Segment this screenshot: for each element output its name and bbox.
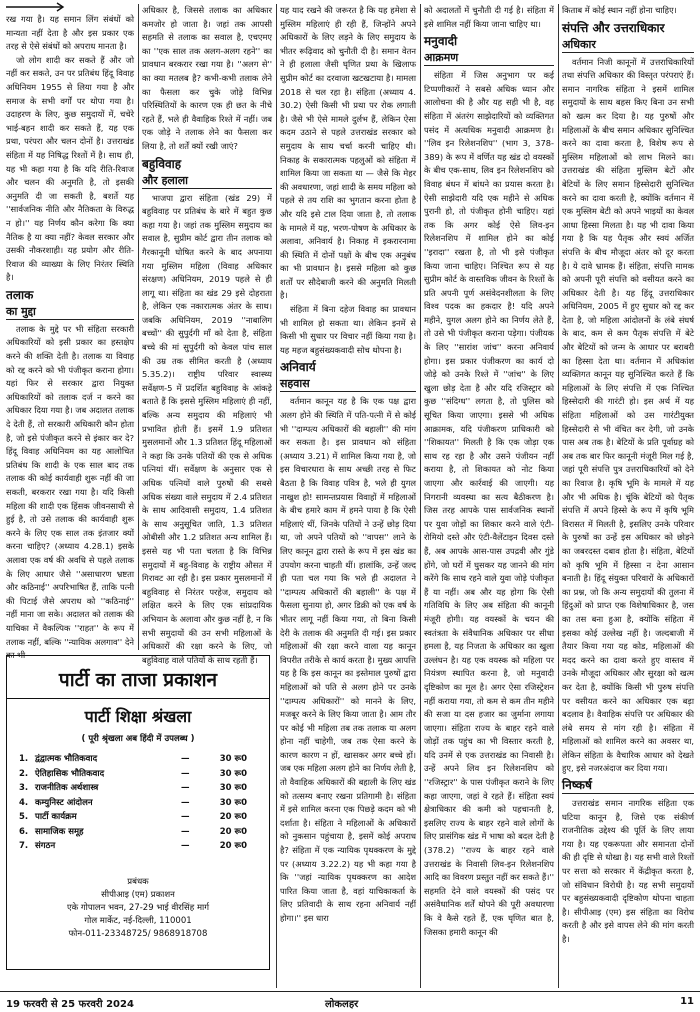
section-heading-property: संपत्ति और उत्तराधिकार	[562, 20, 665, 35]
section-subheading: और हलाला	[142, 173, 272, 189]
column-1	[6, 13, 134, 661]
paragraph: जो लोग शादी कर सकते हैं और जो नहीं कर सकते, उन पर प्रतिबंध हिंदू विवाह अधिनियम 1955 से लिया गया है और समाज के सभी वर्गों पर थोपा गया है। उदाहरण के लिए, कुछ समुदायों में, चचेरे भाई-बहन शादी कर सकते हैं, यह एक प्रथा, परंपरा और चलन दोनों है। उत्तराखंड संहिता में यह निषिद्ध रिश्तों में है। साथ ही, यह भी कहा गया है कि यदि रीति-रिवाज और चलन की अनुमति है, तो इसकी अनुमति दी जा सकती है, बशर्ते यह ''सार्वजनिक नीति और नैतिकता के विरुद्ध न हो।'' यह निर्णय कौन करेगा कि क्या नैतिक है या क्या नहीं? केवल सरकार और उसकी नौकरशाही। यह प्रयोग और रीति-रिवाज की व्याख्या के लिए निरंतर स्थिति है।	[6, 54, 134, 283]
paragraph: यह याद रखने की जरूरत है कि यह हमेशा से मुस्लिम महिलाएं ही रही हैं, जिन्होंने अपने अधिकारों के लिए लड़ने के लिए समुदाय के भीतर रूढ़िवाद को चुनौती दी है। समान वेतन ने ही हलाला जैसी घृणित प्रथा के खिलाफ सुप्रीम कोर्ट का दरवाजा खटखटाया है। मामला 2018 से चल रहा है। संहिता (अध्याय 4. 30.2) ऐसी किसी भी प्रथा पर रोक लगाती है। जैसे भी ऐसे मामले दुर्लभ हैं, लेकिन ऐसा कदम उठाने से पहले उत्तराखंड सरकार को समुदाय के साथ चर्चा करनी चाहिए थी। निकाह के सकारात्मक पहलुओं को संहिता में शामिल किया जा सकता था — जैसे कि मेहर की अवधारणा, जहां शादी के समय महिला को पहले से तय राशि का भुगतान करना होता है और यदि इसे टाल दिया जाता है, तो तलाक के मामले में यह, भरण-पोषण के अधिकार के अलावा, अनिवार्य है। निकाह में इकरारनामा की स्थिति में दोनों पक्षों के बीच एक अनुबंध का भी प्रावधान है। इससे महिला को कुछ शर्तों पर सौदेबाजी करने की अनुमति मिलती है।	[280, 5, 416, 301]
ad-subtitle: ( पूरी श्रृंखला अब हिंदी में उपलब्ध )	[81, 734, 195, 744]
ad-publisher-label: प्रबंधक	[127, 876, 149, 887]
section-subheading: अधिकार	[562, 37, 694, 53]
book-item: 1. द्वंद्वात्मक भौतिकवाद — 30 रू0	[19, 754, 247, 764]
section-heading-polygamy: बहुविवाह	[142, 156, 182, 171]
book-item: 7. संगठन — 20 रू0	[19, 841, 247, 851]
ad-title: पार्टी का ताजा प्रकाशन	[58, 669, 218, 691]
footer-date: 19 फरवरी से 25 फरवरी 2024	[6, 999, 134, 1010]
arrow-icon	[6, 2, 68, 12]
section-subheading: आक्रमण	[424, 50, 554, 66]
paragraph: किताब में कोई स्थान नहीं होना चाहिए।	[562, 5, 677, 15]
column-4	[424, 4, 554, 988]
paragraph: भाजपा द्वारा संहिता (खंड 29) में बहुविवाह पर प्रतिबंध के बारे में बहुत कुछ कहा गया है। जहां तक मुस्लिम समुदाय का सवाल है, सुप्रीम कोर्ट द्वारा तीन तलाक को गैरकानूनी घोषित करने के बाद अपनाया गया मुस्लिम महिला (विवाह अधिकार संरक्षण) अधिनियम, 2019 पहले से ही लागू था। संहिता का खंड 29 इसे दोहराता है, लेकिन एक नकारात्मक अंतर के साथ। जबकि अधिनियम, 2019 ''नाबालिग बच्चों'' की सुपुर्दगी माँ को देता है, संहिता बच्चे की मां सुपुर्दगी को केवल पांच साल की उम्र तक सीमित करती है (अध्याय 5.35.2)। राष्ट्रीय परिवार स्वास्थ्य सर्वेक्षण-5 में प्रदर्शित बहुविवाह के आंकड़े बताते हैं कि इससे मुस्लिम महिलाएं ही नहीं, बल्कि अन्य समुदाय की महिलाएं भी प्रभावित होती हैं। इसमें 1.9 प्रतिशत मुसलमानों और 1.3 प्रतिशत हिंदू महिलाओं ने कहा कि उनके पतियों की एक से अधिक पत्नियां थीं। सर्वेक्षण के अनुसार एक से अधिक पत्नियों वाले पुरुषों की सबसे अधिक संख्या वाले समुदाय में 2.4 प्रतिशत के साथ आदिवासी समुदाय, 1.4 प्रतिशत के साथ अनुसूचित जाति, 1.3 प्रतिशत ओबीसी और 1.2 प्रतिशत अन्य शामिल हैं। इससे यह भी पता चलता है कि विभिन्न समुदायों में बहु-विवाह के राष्ट्रीय औसत में गिरावट आ रही है। इस प्रकार मुसलमानों में बहुविवाह से निरंतर परहेज, समुदाय को लक्षित करने के लिए एक सांप्रदायिक अभियान के अलावा और कुछ नहीं है, न कि सभी समुदायों की उन सभी महिलाओं के अधिकारों की रक्षा करने के लिए, जो बहुविवाह वाले पतियों के साथ रहती हैं।	[142, 192, 272, 665]
paragraph: वर्तमान कानून यह है कि एक पक्ष द्वारा अलग होने की स्थिति में पति-पत्नी में से कोई भी ''दाम्पत्य अधिकारों की बहाली'' की मांग कर सकता है। इस प्रावधान को संहिता (अध्याय 3.21) में शामिल किया गया है, जो इस विचारधारा के साथ अच्छी तरह से फिट बैठता है कि विवाह पवित्र है, भले ही युगल नाखुश हो! सामन्तप्रयास विवाहों में महिलाओं के बीच हमारे काम में हमने पाया है कि ऐसी महिलाएं थीं, जिनके पतियों ने उन्हें छोड़ दिया था, जो अपने पतियों को ''वापस'' लाने के लिए कानून द्वारा रास्ते के रूप में इस खंड का उपयोग करना चाहती थीं। हालांकि, उन्हें जल्द ही पता चल गया कि भले ही अदालत ने ''दाम्पत्य अधिकारों की बहाली'' के पक्ष में फैसला सुनाया हो, अगर डिक्री को एक वर्ष के भीतर लागू नहीं किया गया, तो बिना किसी देरी के तलाक की अनुमति दी गई। इस प्रकार महिलाओं की रक्षा करने वाला यह कानून विपरीत तरीके से कार्य करता है। मुख्य आपत्ति यह है कि इस कानून का इस्तेमाल पुरुषों द्वारा महिलाओं को पति से अलग होने पर उनके ''दाम्पत्य अधिकारों'' को मानने के लिए, मजबूर करने के लिए किया जाता है। आम तौर पर कोई भी महिला तब तक तलाक या अलग होना नहीं चाहेगी, जब तक ऐसा करने के कारण कारण न हों, खासकर अगर बच्चे हों। जब एक महिला अलग होने का निर्णय लेती है, तो वैवाहिक अधिकारों की बहाली के लिए खंड को तत्सम्य बनाए रखना प्रतिगामी है। संहिता में इसे शामिल करना एक पिछड़े कदम को भी दर्शाता है। संहिता ने महिलाओं के अधिकारों को नुकसान पहुंचाया है, इसमें कोई अपराध है? संहिता में एक न्यायिक पृथक्करण के मुद्दे पर (अध्याय 3.22.2) यह भी कहा गया है कि ''जहां न्यायिक पृथक्करण का आदेश पारित किया जाता है, वहां याचिकाकर्ता के लिए प्रतिवादी के साथ रहना अनिवार्य नहीं होगा।'' इस धारा	[280, 396, 416, 923]
divider	[7, 698, 269, 699]
publication-advertisement	[6, 655, 270, 970]
book-item: 5. पार्टी कार्यक्रम — 20 रू0	[19, 812, 247, 822]
book-list	[7, 752, 269, 854]
ad-phone: फोन-011-23348725/ 9868918708	[68, 928, 208, 939]
paragraph: अधिकार है, जिससे तलाक का अधिकार कमजोर हो जाता है। जहां तक आपसी सहमति से तलाक का सवाल है, एचएमए का ''एक साल तक अलग-अलग रहने'' का प्रावधान बरकरार रखा गया है। ''अलग से'' का क्या मतलब है? कभी-कभी तलाक लेने का फैसला कर चुके जोड़े विभिन्न परिस्थितियों के कारण एक ही छत के नीचे रहते हैं, भले ही वैवाहिक रिश्ते में नहीं। जब एक जोड़े ने तलाक लेने का फैसला कर लिया है, तो शर्तें क्यों रखी जाएं?	[142, 5, 272, 151]
ad-publisher: सीपीआइ (एम) प्रकाशन	[101, 889, 175, 900]
column-3	[280, 4, 416, 988]
column-rule	[138, 4, 139, 650]
paragraph: को अदालतों में चुनौती दी गई है। संहिता में इसे शामिल नहीं किया जाना चाहिए था।	[424, 5, 554, 29]
ad-address-line: एके गोपालन भवन, 27-29 भाई वीरसिंह मार्ग	[66, 902, 210, 913]
paragraph: तलाक के मुद्दे पर भी संहिता सरकारी अधिकारियों को इसी प्रकार का हस्तक्षेप करने की शक्ति देती है। तलाक या विवाह को रद्द करने को भी पंजीकृत कराना होगा। यहां फिर से सरकार द्वारा नियुक्त अधिकारियों को तलाक दर्ज न करने का अधिकार दिया गया है। जब अदालत तलाक दे देती हैं, तो सरकारी अधिकारी कौन होता है, जो इसे पंजीकृत करने से इंकार कर दे? हिंदू विवाह अधिनियम का यह आलोचित प्रतिबंध कि शादी के एक साल बाद तक तलाक की कोई कार्यवाही शुरू नहीं की जा सकती, बरकरार रखा गया है। यदि किसी महिला की शादी एक हिंसक जीवनसाथी से हुई है, तो उसे तलाक की कार्यवाही शुरू करने के लिए एक साल तक इंतजार क्यों करना चाहिए? (अध्याय 4.28.1) इसके अलावा एक वर्ष की अवधि से पहले तलाक के लिए आधार जैसे ''असाधारण भ्रष्टता और कठिनाई'' अपरिभाषित हैं, ताकि पत्नी की पिटाई जैसे अपराध को ''कठिनाई'' नहीं माना जा सके। अदालत को तलाक की याचिका में वैकल्पिक ''राहत'' के रूप में तलाक नहीं, बल्कि ''न्यायिक अलगाव'' देने का भी	[6, 323, 134, 661]
column-rule	[276, 4, 277, 988]
section-heading-mandatory: अनिवार्य	[280, 360, 316, 375]
page-number: 11	[680, 996, 694, 1007]
column-2	[142, 4, 272, 665]
ad-address-line: गोल मार्केट, नई-दिल्ली, 110001	[84, 915, 192, 926]
book-item: 6. सामाजिक समूह — 20 रू0	[19, 826, 247, 837]
footer-paper-name: लोकलहर	[325, 999, 359, 1010]
section-subheading: का मुद्दा	[6, 304, 134, 320]
ad-series-title: पार्टी शिक्षा श्रंखला	[84, 707, 192, 726]
paragraph: रख गया है। यह समान लिंग संबंधों को मान्यता नहीं देता है और इस प्रकार एक तरह से ऐसे संबंधों को अपराध मानता है।	[6, 14, 134, 52]
paragraph: उत्तराखंड समान नागरिक संहिता एक घटिया कानून है, जिसे एक संकीर्ण राजनीतिक उद्देश्य की पूर्ति के लिए लाया गया है। यह एकरूपता और समानता दोनों की ही दृष्टि से धोखा है। यह सभी वाले रिश्तों पर सत्ता को सरकार में केंद्रीकृत करता है, जो संविधान विरोधी है। यह सभी समुदायों पर बहुसंख्यकवादी दृष्टिकोण थोपना चाहता है। सीपीआइ (एम) इस संहिता का विरोध करती है और इसे वापस लेने की मांग करती है।	[562, 798, 694, 944]
paragraph: संहिता में बिना दहेज विवाह का प्रावधान भी शामिल हो सकता था। लेकिन इनमें से किसी भी सुधार पर विचार नहीं किया गया है। यह महज बहुसंख्यकवादी सोच थोपना है।	[280, 304, 416, 355]
column-5	[562, 4, 694, 988]
paragraph: संहिता में जिस अनुभाग पर कई टिप्पणीकारों ने सबसे अधिक ध्यान और आलोचना की है और यह सही भी है, वह संहिता में अंतरंग साझेदारियों को व्यक्तिगत पसंद में अत्यधिक मनुवादी आक्रमण है। ''लिव इन रिलेशनशिप'' (भाग 3, 378-389) के रूप में वर्णित यह खंड दो वयस्कों के बीच एक-साथ, लिव इन रिलेशनशिप को विवाह बंधन में बांधने का प्रयास करता है। ऐसी साझेदारी यदि एक महीने से अधिक पुरानी हो, तो पंजीकृत होनी चाहिए। यहां तक कि अगर कोई ऐसे लिव-इन रिलेशनशिप में शामिल होने का कोई ''इरादा'' रखता है, तो भी इसे पंजीकृत किया जाना चाहिए। निश्चित रूप से यह सुप्रीम कोर्ट के वास्तविक जीवन के रिश्तों के प्रति अपनी पूर्ण असंवेदनशीलता के लिए विश्व पदक का हकदार है! यदि अपने महीने, युगल अलग होने का निर्णय लेते हैं, तो उसे भी पंजीकृत कराना पड़ेगा। पंजीयक के लिए ''सारांश जांच'' करना अनिवार्य होगा। इस प्रकार पंजीकरण का कार्य दो जोड़े को उनके रिश्ते में ''जांच'' के लिए खुला छोड़ देता है और यदि रजिस्ट्रार को कुछ ''संदिग्ध'' लगता है, तो पुलिस को सूचित किया जाएगा। इससे भी अधिक आक्रामक, यदि पंजीकरण प्राधिकारी को ''शिकायत'' मिलती है कि एक जोड़ा एक साथ रह रहा है और उसने पंजीयन नहीं कराया है, तो शिकायत को नोट किया जाएगा और कार्रवाई की जाएगी। यह निगरानी व्यवस्था का सत्य बैठीकरण है। जिस तरह आपके पास सार्वजनिक स्थानों पर युवा जोड़ों का शिकार करने वाले एंटी-रोमियो दस्ते और एंटी-वैलेंटाइन दिवस दस्ते हैं, अब आपके आस-पास उपद्रवी और गुंडे होंगे, जो घरों में घुसकर यह जानने की मांग करेंगे कि साथ रहने वाले युवा जोड़े पंजीकृत हैं या नहीं। अब और यह होगा कि ऐसी गतिविधि के लिए अब संहिता की कानूनी मंजूरी होगी। यह वयस्कों के चयन की स्वतंत्रता के संवैधानिक अधिकार पर सीधा हमला है, यह निजता के अधिकार का खुला उल्लंघन है। यह एक वयस्क को महिला पर नियंत्रण स्थापित करना है, जो मनुवादी दृष्टिकोण का मूल है। अगर ऐसा रजिस्ट्रेशन नहीं कराया गया, तो कम से कम तीन महीने की सजा या दस हजार का जुर्माना लगाया जाएगा। संहिता राज्य के बाहर रहने वाले जोड़ों तक पहुंच का भी विस्तार करती है, यदि उनमें से एक उत्तराखंड का निवासी है। उन्हें अपने लिव इन रिलेशनशिप को ''रजिस्ट्रार'' के पास पंजीकृत कराने के लिए कहा जाएगा, जहां वे रहते हैं। संहिता स्वयं क्षेत्राधिकार की कमी को पहचानती है, इसलिए राज्य के बाहर रहने वाले लोगों के लिए प्रासंगिक खंड में भाषा को बदल देती है (378.2) ''राज्य के बाहर रहने वाले उत्तराखंड के निवासी लिव-इन रिलेशनशिप आदि का विवरण प्रस्तुत नहीं कर सकते हैं।'' सहमति देने वाले वयस्कों की पसंद पर असंवैधानिक शर्तें थोपने की पूरी अवधारणा कि वे कैसे रहते हैं, एक घृणित बात है, जिसका हमारी कानून की	[424, 70, 554, 937]
column-rule	[420, 4, 421, 988]
section-subheading: सहवास	[280, 376, 416, 392]
column-rule	[558, 4, 559, 988]
section-heading-manuvadi: मनुवादी	[424, 34, 458, 49]
paragraph: वर्तमान निजी कानूनों में उत्तराधिकारियों तथा संपत्ति अधिकार की विस्तृत परंपराएं हैं। समान नागरिक संहिता ने इसमें शामिल समुदायों के साथ बहस किए बिना उन सभी को खत्म कर दिया है। यह पुरुषों और महिलाओं के बीच समान अधिकार सुनिश्चित करने का दावा करता है, विशेष रूप से मुस्लिम महिलाओं को लाभ मिलने का। उत्तराखंड की संहिता मुस्लिम बेटों और बेटियों के लिए समान हिस्सेदारी सुनिश्चित करने का दावा करती है, क्योंकि वर्तमान में एक मुस्लिम बेटी को अपने भाइयों का केवल आधा हिस्सा मिलता है। यह भी दावा किया गया है कि यह पैतृक और स्वयं अर्जित संपत्ति के बीच मौजूदा अंतर को दूर करता है। ये दावे भ्रामक हैं। संहिता, संपत्ति मामक को अपनी पूरी संपत्ति को वसीयत करने का अधिकार देती है। यह हिंदू उत्तराधिकार अधिनियम, 2005 में हुए सुधार को रद्द कर देता है, जो महिला आंदोलनों के लंबे संघर्ष के बाद, कम से कम पैतृक संपत्ति में बेटे और बेटियों को जन्म के आधार पर बराबरी का हिस्सा देता था। वर्तमान में अधिकांश व्यक्तिगत कानून यह सुनिश्चित करते हैं कि महिलाओं के लिए संपत्ति में एक निश्चित हिस्सेदारी की गारंटी हो। इस अर्थ में यह संहिता महिलाओं को उस गारंटीयुक्त हिस्सेदारी से भी वंचित कर देगी, जो उनके पास अब तक है। बेटियों के प्रति पूर्वाग्रह को अब तक बार फिर कानूनी मंजूरी मिल गई है, जहां पूरी संपत्ति पुत्र उत्तराधिकारियों को देने का रिवाज है। कृषि भूमि के मामले में यह और भी अधिक है। चूंकि बेटियों को पैतृक संपत्ति में अपने हिस्से के रूप में कृषि भूमि विरासत में मिलती है, इसलिए उनके परिवार के पुरुषों का उन्हें इस अधिकार को छोड़ने का जबरदस्त दबाव होता है। संहिता, बेटियों को कृषि भूमि में हिस्सा न देना आसान बनाती है। हिंदू संयुक्त परिवारों के अधिकारों का प्रश्न, जो कि अन्य समुदायों की तुलना में हिंदुओं को प्राप्त एक विशेषाधिकार है, जस का तस बना हुआ है, क्योंकि संहिता में इसका कोई उल्लेख नहीं है। जल्दबाजी में तैयार किया गया यह कोड, महिलाओं की मदद करने का दावा करते हुए वास्तव में उनके मौजूदा अधिकार और सुरक्षा को खत्म कर देता है, क्योंकि किसी भी पुरुष संपत्ति पर वसीयत करने का अधिकार एक बड़ा बदलाव है। वैवाहिक संपत्ति पर अधिकार की लंबे समय से मांग रही है। संहिता में महिलाओं को शामिल करने का अवसर था, लेकिन संहिता के वैचारिक आधार को देखते हुए, इसे नजरअंदाज कर दिया गया।	[562, 56, 694, 774]
book-item: 3. राजनीतिक अर्थशास्त्र — 30 रू0	[19, 783, 247, 793]
section-heading-conclusion: निष्कर्ष	[562, 777, 694, 794]
book-item: 2. ऐतिहासिक भौतिकवाद — 30 रू0	[19, 768, 247, 779]
section-heading-talaq: तलाक	[6, 287, 34, 302]
page-footer	[0, 991, 700, 1012]
book-item: 4. कम्युनिस्ट आंदोलन — 30 रू0	[19, 797, 247, 808]
